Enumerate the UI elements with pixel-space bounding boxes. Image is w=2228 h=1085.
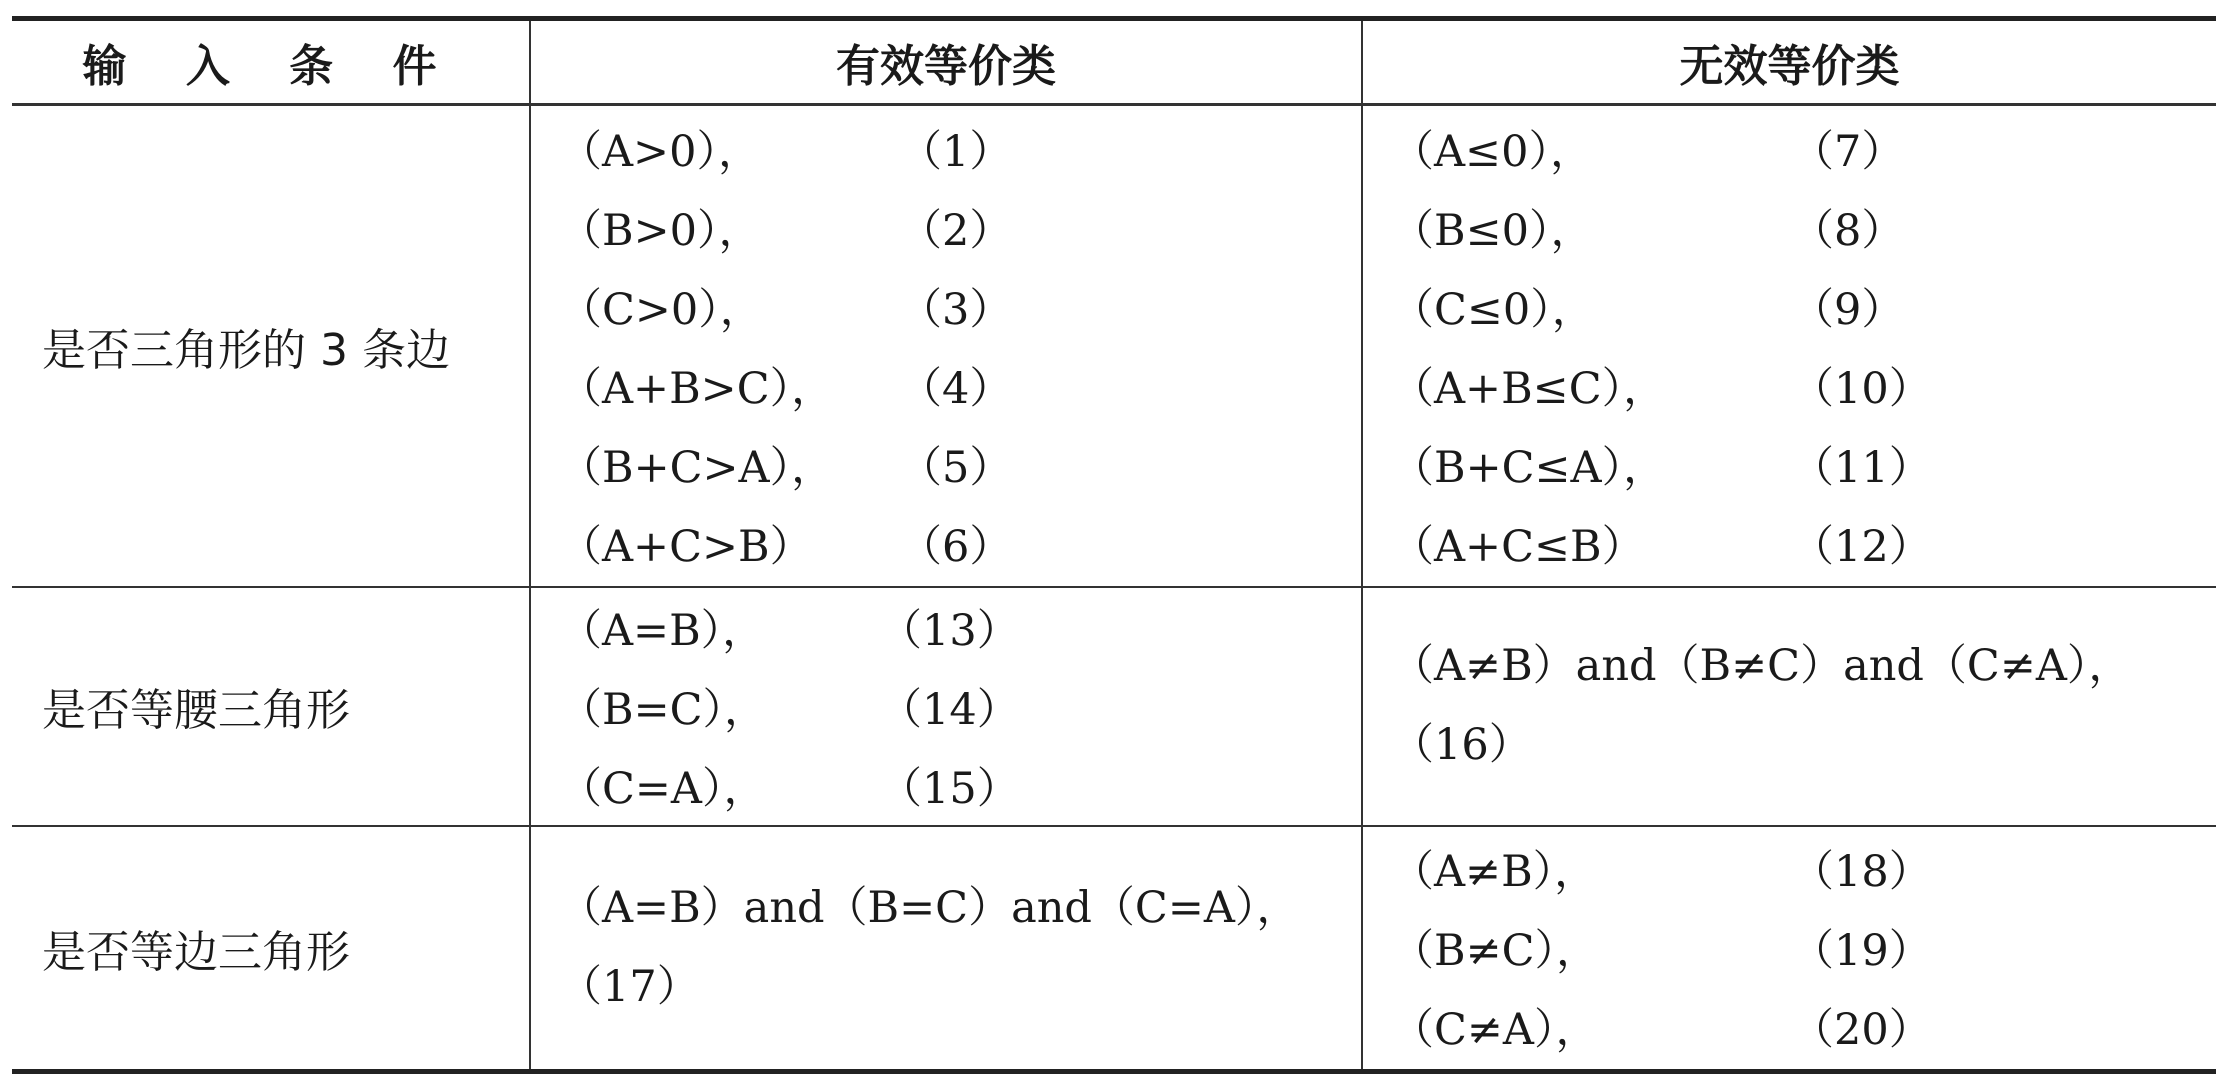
list-item xyxy=(559,667,1361,746)
class-number: （19） xyxy=(1791,926,1932,977)
valid-classes-cell xyxy=(530,587,1362,826)
class-expression: （B>0）， xyxy=(559,205,762,256)
class-expression: （B≤0）， xyxy=(1391,205,1594,256)
list-item xyxy=(1391,346,2216,425)
list-item xyxy=(559,109,1361,188)
equivalence-class-table xyxy=(12,16,2216,1074)
list-item xyxy=(559,425,1361,504)
list-item xyxy=(1391,267,2216,346)
class-number: （6） xyxy=(899,521,1013,572)
list-item xyxy=(1391,188,2216,267)
class-number: （4） xyxy=(899,363,1013,414)
class-number: （20） xyxy=(1791,1005,1932,1056)
valid-classes-cell xyxy=(530,105,1362,587)
invalid-classes-cell xyxy=(1362,587,2216,826)
invalid-class-line: （A≠B）and（B≠C）and（C≠A）， xyxy=(1391,641,2132,691)
class-expression: （C≠A）， xyxy=(1391,1005,1599,1056)
valid-class-line: （A=B）and（B=C）and（C=A）， xyxy=(559,882,1300,933)
class-number: （9） xyxy=(1791,284,1905,335)
class-number: （13） xyxy=(879,605,1020,656)
class-expression: （A=B）， xyxy=(559,605,766,656)
class-expression: （A≤0）， xyxy=(1391,126,1593,177)
class-number: （11） xyxy=(1791,442,1932,493)
list-item xyxy=(1391,987,2216,1066)
valid-class-number: （17） xyxy=(559,961,700,1012)
list-item xyxy=(1391,425,2216,504)
table-row xyxy=(12,826,2216,1072)
class-expression: （C>0）， xyxy=(559,284,763,335)
class-expression: （A>0）， xyxy=(559,126,761,177)
invalid-class-number: （16） xyxy=(1391,720,1532,770)
list-item xyxy=(1391,504,2216,583)
class-number: （1） xyxy=(899,126,1013,177)
list-item xyxy=(1391,109,2216,188)
header-invalid-classes: 无效等价类 xyxy=(1362,19,2216,105)
equivalence-class-table-wrapper xyxy=(12,16,2216,1066)
class-number: （10） xyxy=(1791,363,1932,414)
class-expression: （B=C）， xyxy=(559,684,768,735)
condition-cell: 是否三角形的 3 条边 xyxy=(12,105,530,587)
class-number: （7） xyxy=(1791,126,1905,177)
class-number: （2） xyxy=(899,205,1013,256)
class-expression: （A+B>C）， xyxy=(559,363,835,414)
class-expression: （A+C>B） xyxy=(559,521,813,572)
class-number: （14） xyxy=(879,684,1020,735)
list-item xyxy=(559,346,1361,425)
class-expression: （B+C≤A）， xyxy=(1391,442,1667,493)
table-header-row xyxy=(12,19,2216,105)
list-item xyxy=(559,746,1361,825)
valid-classes-cell xyxy=(530,826,1362,1072)
list-item xyxy=(559,267,1361,346)
valid-class-text xyxy=(531,869,1361,1027)
valid-list xyxy=(531,588,1361,825)
class-number: （15） xyxy=(879,763,1020,814)
class-expression: （A+B≤C）， xyxy=(1391,363,1667,414)
list-item xyxy=(1391,908,2216,987)
class-expression: （B≠C）， xyxy=(1391,926,1600,977)
table-row xyxy=(12,587,2216,826)
class-expression: （C≤0）， xyxy=(1391,284,1595,335)
class-expression: （B+C>A）， xyxy=(559,442,835,493)
invalid-classes-cell xyxy=(1362,826,2216,1072)
list-item xyxy=(559,504,1361,583)
class-number: （5） xyxy=(899,442,1013,493)
invalid-class-text xyxy=(1363,627,2216,785)
list-item xyxy=(559,588,1361,667)
invalid-list xyxy=(1363,109,2216,583)
class-expression: （A≠B）， xyxy=(1391,847,1598,898)
class-expression: （A+C≤B） xyxy=(1391,521,1645,572)
condition-cell: 是否等边三角形 xyxy=(12,826,530,1072)
class-number: （12） xyxy=(1791,521,1932,572)
header-input-condition: 输 入 条 件 xyxy=(12,19,530,105)
valid-list xyxy=(531,109,1361,583)
list-item xyxy=(559,188,1361,267)
invalid-list xyxy=(1363,829,2216,1066)
list-item xyxy=(1391,829,2216,908)
header-valid-classes: 有效等价类 xyxy=(530,19,1362,105)
table-row xyxy=(12,105,2216,587)
class-number: （3） xyxy=(899,284,1013,335)
invalid-classes-cell xyxy=(1362,105,2216,587)
class-number: （18） xyxy=(1791,847,1932,898)
class-number: （8） xyxy=(1791,205,1905,256)
class-expression: （C=A）， xyxy=(559,763,767,814)
condition-cell: 是否等腰三角形 xyxy=(12,587,530,826)
